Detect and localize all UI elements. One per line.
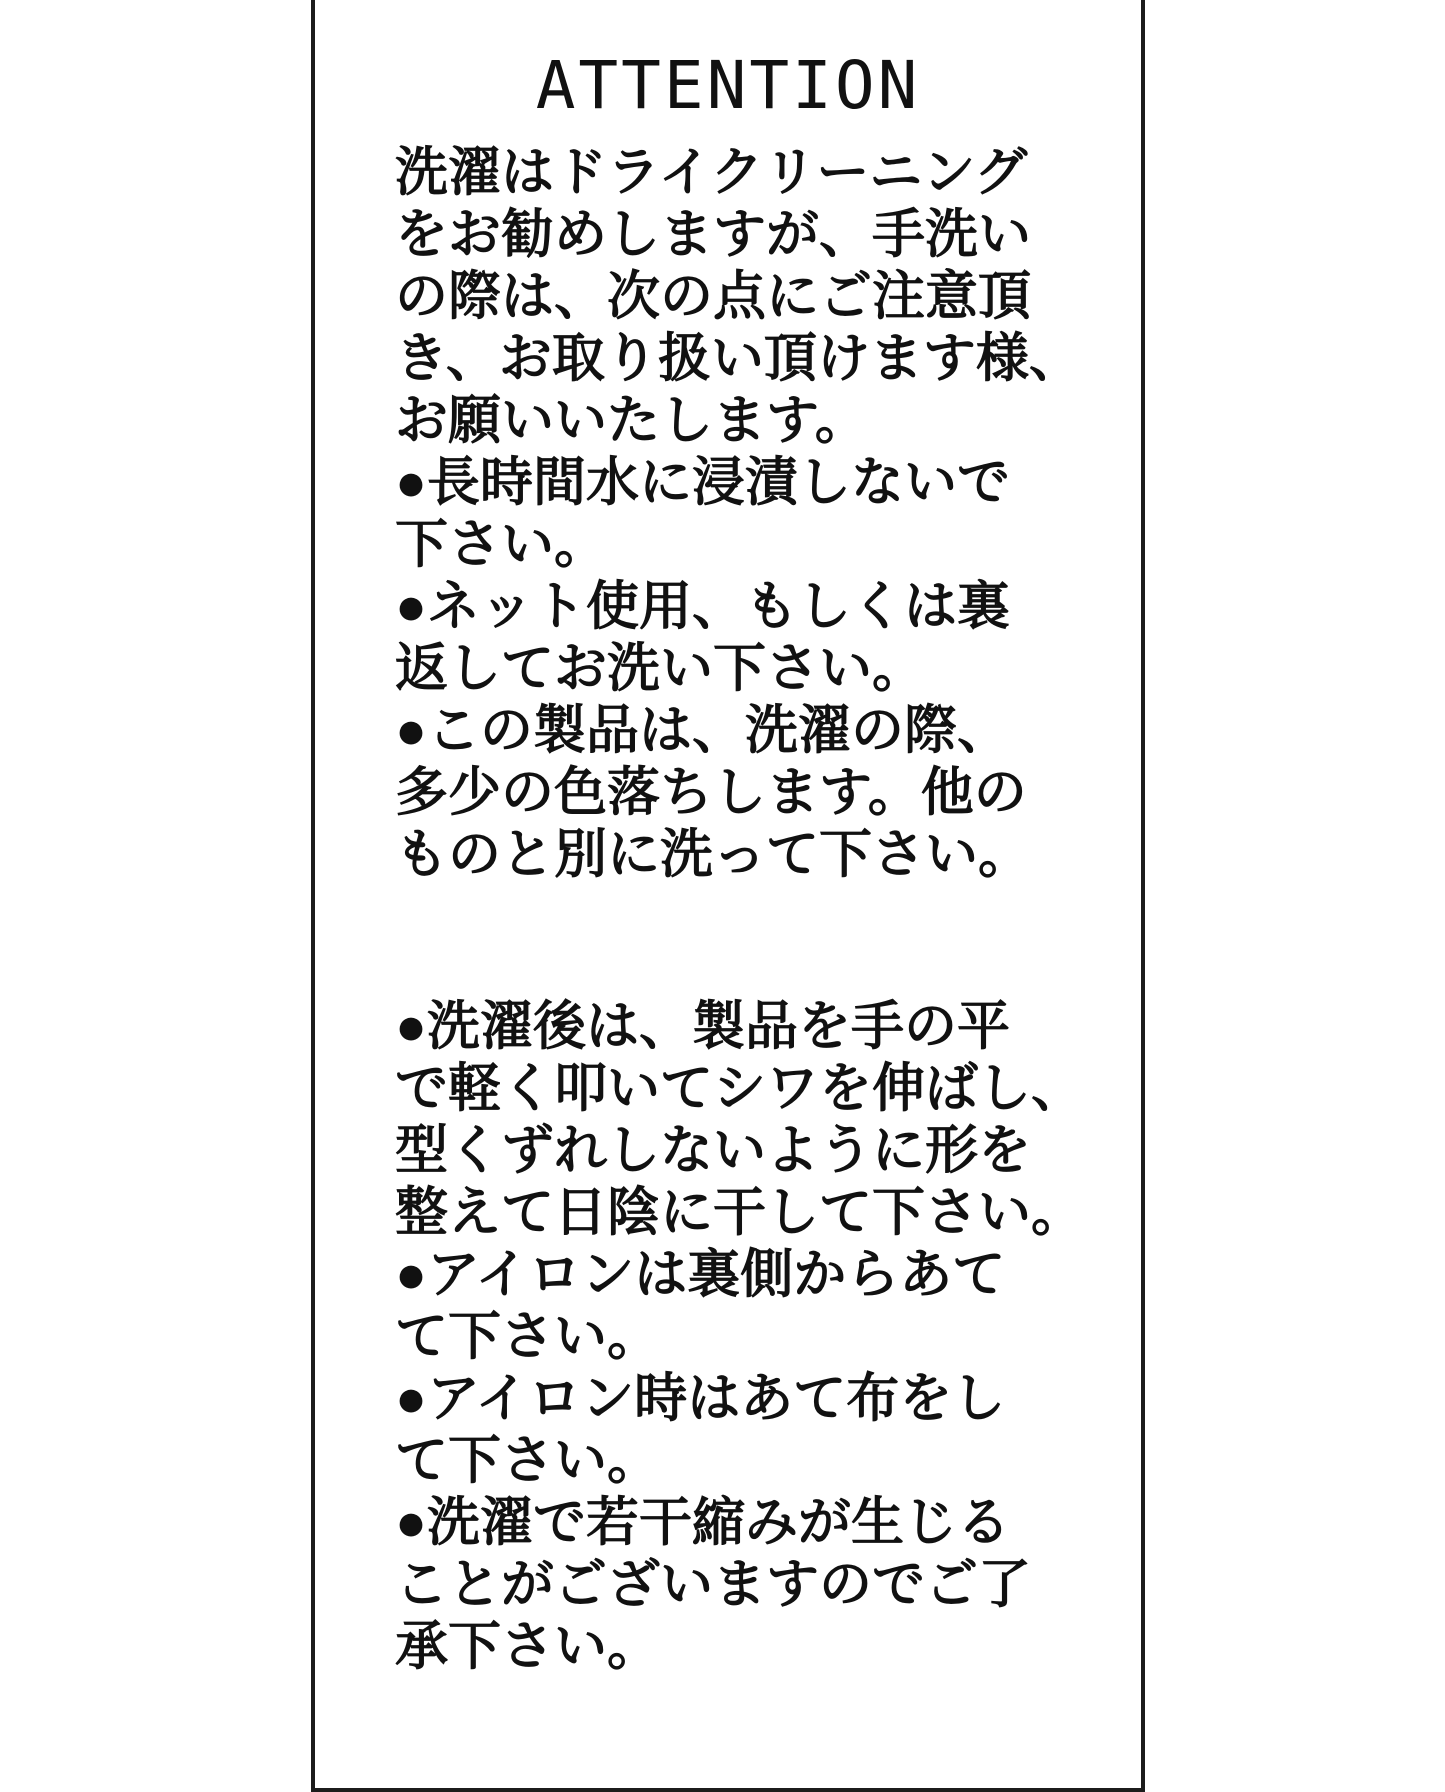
care-instructions-block-1 xyxy=(315,142,1141,886)
care-instruction-line: ●この製品は、洗濯の際、 xyxy=(395,701,1011,760)
care-instruction-line: て下さい。 xyxy=(395,1307,660,1366)
care-instruction-line: ●アイロン時はあて布をし xyxy=(395,1369,1006,1428)
block-gap xyxy=(315,886,1141,996)
care-instruction-line: ●長時間水に浸漬しないで xyxy=(395,453,1011,512)
care-label-title: ATTENTION xyxy=(535,47,921,124)
care-instruction-line: 洗濯はドライクリーニング xyxy=(395,143,1028,202)
care-instruction-line: き、お取り扱い頂けます様、 xyxy=(395,329,1082,388)
care-instruction-line: ものと別に洗って下さい。 xyxy=(395,825,1031,884)
care-instruction-line: 承下さい。 xyxy=(395,1617,660,1676)
care-instruction-line: 型くずれしないように形を xyxy=(395,1121,1031,1180)
care-instruction-line: 下さい。 xyxy=(395,515,607,574)
care-instruction-line: ことがございますのでご了 xyxy=(395,1555,1031,1614)
care-instructions-block-2 xyxy=(315,996,1141,1678)
care-instruction-line: ●アイロンは裏側からあて xyxy=(395,1245,1006,1304)
care-instruction-line: 整えて日陰に干して下さい。 xyxy=(395,1183,1084,1242)
care-instruction-line: で軽く叩いてシワを伸ばし、 xyxy=(395,1059,1084,1118)
care-instruction-line: ●ネット使用、もしくは裏 xyxy=(395,577,1011,636)
care-instruction-line: 返してお洗い下さい。 xyxy=(395,639,925,698)
care-instruction-line: ●洗濯後は、製品を手の平 xyxy=(395,997,1011,1056)
care-instruction-line: をお勧めしますが、手洗い xyxy=(395,205,1031,264)
care-instruction-line: て下さい。 xyxy=(395,1431,660,1490)
care-instruction-line: ●洗濯で若干縮みが生じる xyxy=(395,1493,1011,1552)
care-instruction-line: お願いいたします。 xyxy=(395,391,868,450)
care-instruction-line: 多少の色落ちします。他の xyxy=(395,763,1027,822)
care-instruction-line: の際は、次の点にご注意頂 xyxy=(395,267,1031,326)
care-label xyxy=(311,0,1145,1792)
